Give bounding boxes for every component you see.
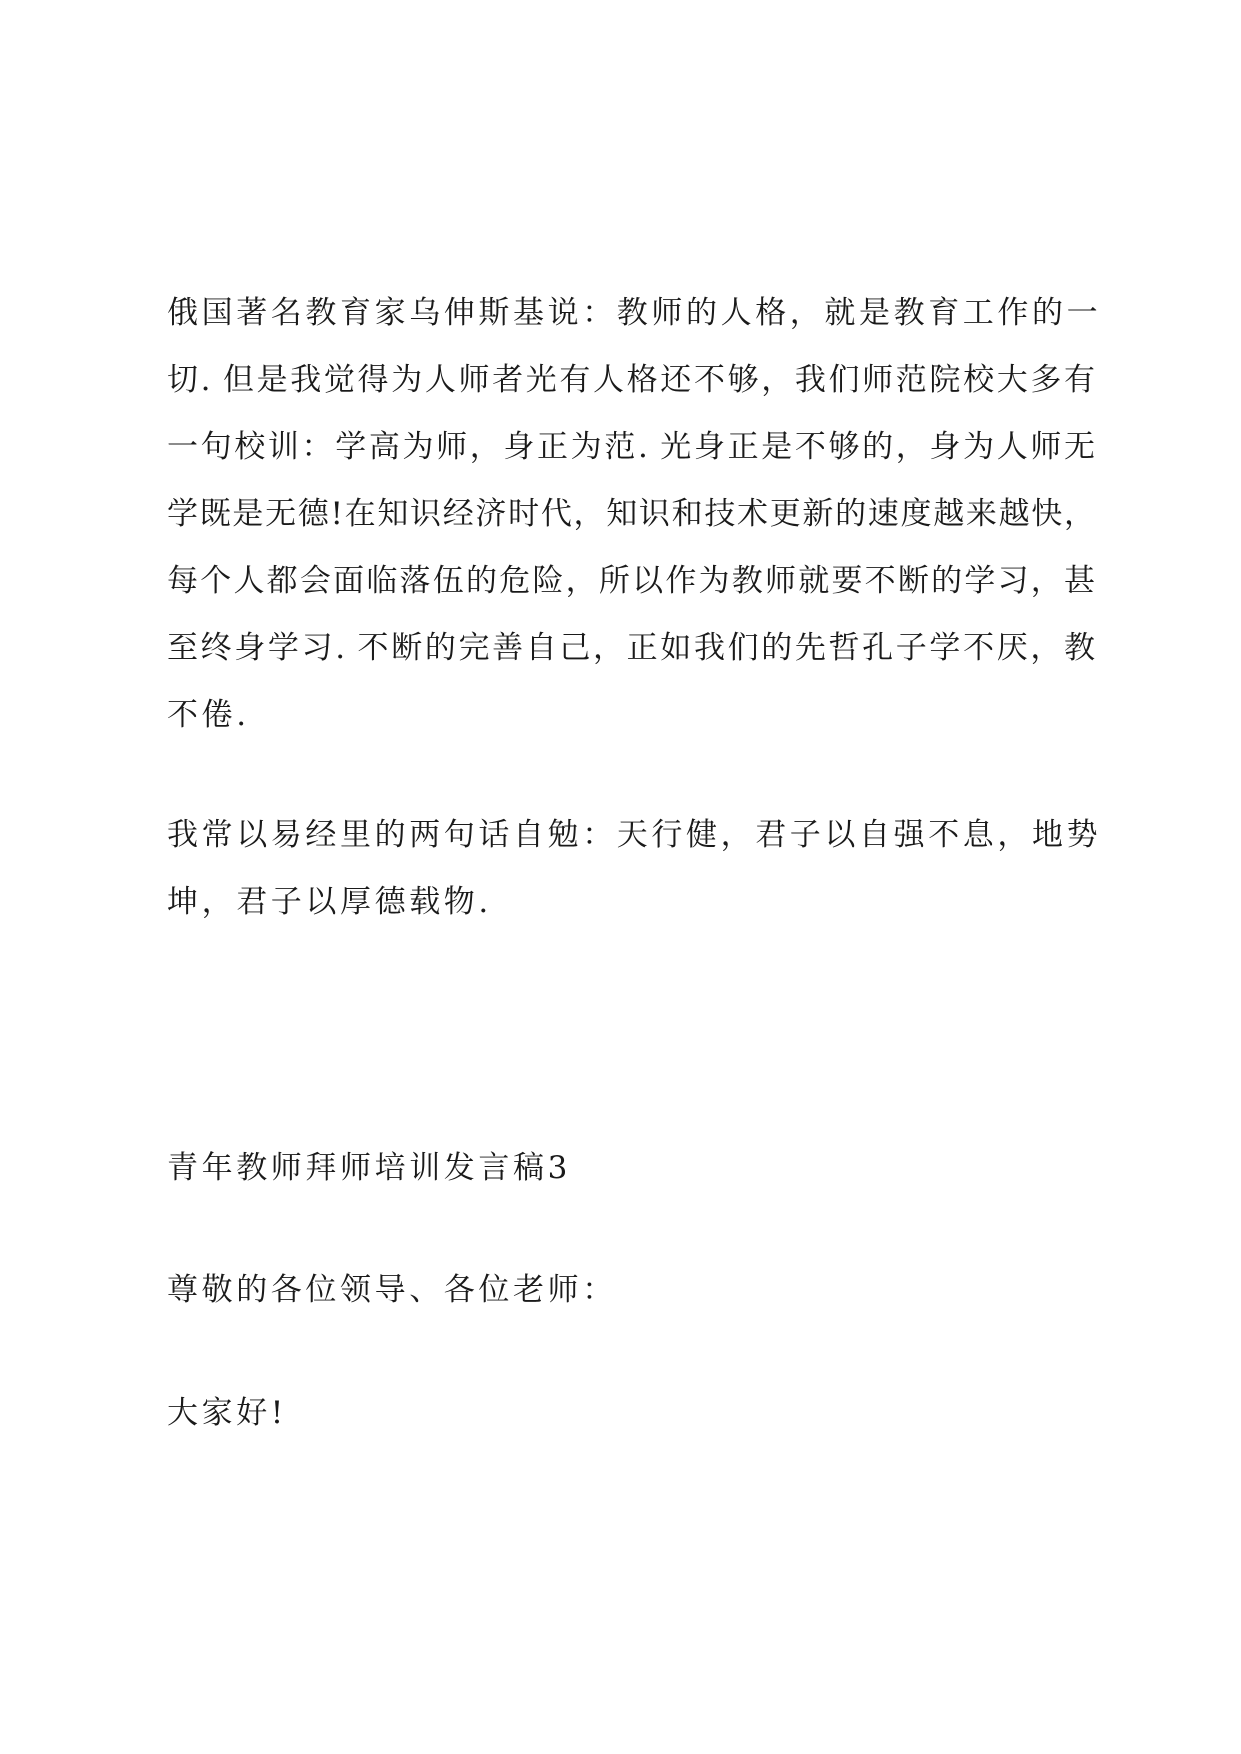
salutation: 尊敬的各位领导、各位老师： (167, 1272, 617, 1308)
paragraph-line: 不倦. (167, 697, 250, 733)
section-title: 青年教师拜师培训发言稿3 (167, 1150, 571, 1186)
paragraph-line: 我常以易经里的两句话自勉：天行健，君子以自强不息，地势 (167, 817, 1102, 853)
paragraph-line: 至终身学习. 不断的完善自己，正如我们的先哲孔子学不厌，教 (167, 630, 1095, 666)
paragraph-line: 俄国著名教育家乌伸斯基说：教师的人格，就是教育工作的一 (167, 295, 1102, 331)
paragraph-line: 学既是无德!在知识经济时代，知识和技术更新的速度越来越快， (167, 496, 1095, 532)
paragraph-line: 一句校训：学高为师，身正为范. 光身正是不够的，身为人师无 (167, 429, 1095, 465)
greeting: 大家好! (167, 1395, 287, 1431)
paragraph-line: 切. 但是我觉得为人师者光有人格还不够，我们师范院校大多有 (167, 362, 1095, 398)
paragraph-line: 坤，君子以厚德载物. (167, 884, 492, 920)
paragraph-line: 每个人都会面临落伍的危险，所以作为教师就要不断的学习，甚 (167, 563, 1095, 599)
